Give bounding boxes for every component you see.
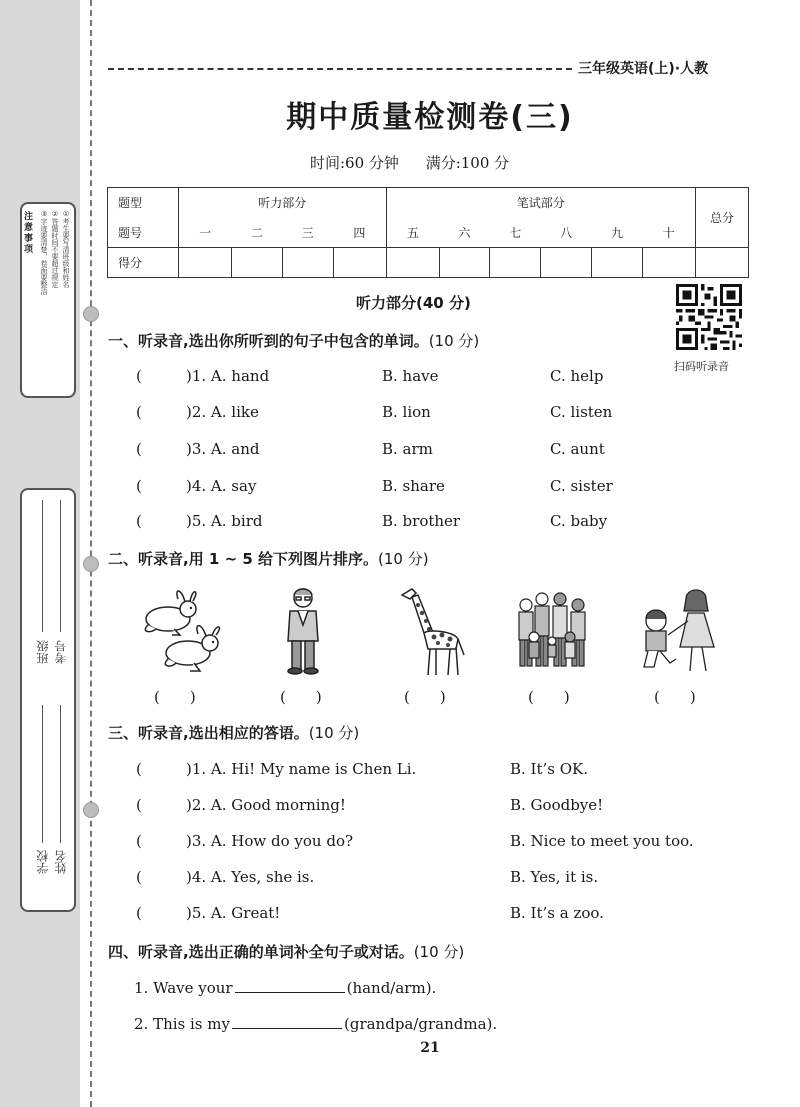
section-title-text: 四、听录音,选出正确的单词补全句子或对话。	[108, 943, 414, 961]
option-c: C. baby	[550, 512, 608, 530]
score-cell[interactable]	[696, 248, 749, 278]
answer-paren[interactable]: (	[136, 904, 142, 922]
question-number: 十	[642, 218, 695, 248]
note-line: ②答题时间不要超过规定	[51, 210, 59, 288]
answer-paren[interactable]: (	[136, 440, 142, 458]
qr-code-icon[interactable]	[676, 284, 742, 350]
section-points: (10 分)	[378, 550, 429, 568]
sentence-start: 1. Wave your	[134, 979, 233, 997]
binding-hole	[83, 556, 99, 572]
score-cell[interactable]	[386, 248, 439, 278]
option-b: B. It’s OK.	[510, 760, 589, 778]
section-title-text: 一、听录音,选出你所听到的句子中包含的单词。	[108, 332, 429, 350]
section-3-title	[108, 722, 359, 743]
score-cell[interactable]	[333, 248, 386, 278]
score-table	[107, 187, 749, 278]
option-a: )5. A. Great!	[186, 904, 281, 922]
full-score: 满分:100 分	[425, 154, 510, 172]
option-a: )3. A. How do you do?	[186, 832, 354, 850]
score-cell[interactable]	[231, 248, 282, 278]
answer-paren[interactable]: (	[136, 796, 142, 814]
class-line	[42, 500, 43, 632]
score-cell[interactable]	[439, 248, 490, 278]
qr-label: 扫码听录音	[674, 360, 729, 373]
notes-title: 注意事项	[24, 212, 34, 255]
option-b: B. share	[382, 477, 445, 495]
option-a: )2. A. Good morning!	[186, 796, 346, 814]
score-cell[interactable]	[541, 248, 592, 278]
section-points: (10 分)	[413, 943, 465, 961]
total-header: 总分	[696, 188, 749, 248]
section-points: (10 分)	[308, 724, 360, 742]
answer-blank[interactable]	[232, 1014, 342, 1029]
exam-number-line	[60, 500, 61, 632]
family-image	[512, 585, 596, 677]
fill-in-row	[134, 1014, 497, 1033]
option-c: C. help	[550, 367, 604, 385]
order-bracket[interactable]: ( )	[654, 688, 696, 706]
question-number: 一	[179, 218, 232, 248]
option-b: B. Yes, it is.	[510, 868, 599, 886]
section-title-text: 二、听录音,用 1 ~ 5 给下列图片排序。	[108, 550, 379, 568]
header-dash-line	[108, 68, 572, 70]
name-line	[60, 705, 61, 843]
score-cell[interactable]	[490, 248, 541, 278]
student-info-box	[20, 488, 76, 912]
note-line: ①考生要写清班级和姓名	[62, 210, 70, 288]
girls-helping-image	[634, 585, 726, 677]
giraffe-image	[398, 585, 466, 677]
school-label: 学校	[36, 850, 50, 874]
time-limit: 时间:60 分钟	[310, 154, 399, 172]
answer-paren[interactable]: (	[136, 832, 142, 850]
option-a: )4. A. Yes, she is.	[186, 868, 315, 886]
cut-line	[90, 0, 92, 1107]
question-number: 九	[611, 225, 624, 240]
course-label: 三年级英语(上)·人教	[578, 61, 709, 77]
option-a: )1. A. hand	[186, 367, 270, 385]
notes-box	[20, 202, 76, 398]
listening-header: 听力部分	[179, 188, 387, 218]
option-c: C. listen	[550, 403, 613, 421]
option-b: B. Nice to meet you too.	[510, 832, 694, 850]
answer-blank[interactable]	[235, 978, 345, 993]
sentence-choices: (hand/arm).	[346, 979, 437, 997]
option-b: B. have	[382, 367, 439, 385]
answer-paren[interactable]: (	[136, 512, 142, 530]
row-label: 得分	[108, 248, 179, 278]
question-number: 七	[509, 225, 522, 240]
option-c: C. sister	[550, 477, 613, 495]
binding-hole	[83, 802, 99, 818]
rabbits-image	[130, 585, 230, 677]
order-bracket[interactable]: ( )	[154, 688, 196, 706]
answer-paren[interactable]: (	[136, 403, 142, 421]
order-bracket[interactable]: ( )	[404, 688, 446, 706]
answer-paren[interactable]: (	[136, 477, 142, 495]
section-title-text: 三、听录音,选出相应的答语。	[108, 724, 309, 742]
listening-section-title: 听力部分(40 分)	[356, 294, 471, 312]
section-1-title	[108, 330, 479, 351]
time-info	[310, 152, 531, 173]
question-number: 三	[301, 225, 314, 240]
row-label: 题型	[108, 188, 179, 218]
name-label: 姓名	[54, 850, 68, 874]
option-c: C. aunt	[550, 440, 605, 458]
writing-header: 笔试部分	[386, 188, 695, 218]
option-a: )1. A. Hi! My name is Chen Li.	[186, 760, 417, 778]
fill-in-row	[134, 978, 436, 997]
question-number: 六	[458, 225, 471, 240]
option-a: )5. A. bird	[186, 512, 263, 530]
exam-number-label: 考号	[54, 640, 68, 664]
section-2-title	[108, 548, 429, 569]
section-points: (10 分)	[428, 332, 480, 350]
grandpa-image	[278, 585, 328, 677]
option-a: )3. A. and	[186, 440, 260, 458]
question-number: 二	[250, 225, 263, 240]
option-b: B. It’s a zoo.	[510, 904, 604, 922]
school-line	[42, 705, 43, 843]
question-number: 四	[333, 218, 386, 248]
class-label: 班级	[36, 640, 50, 664]
option-a: )2. A. like	[186, 403, 259, 421]
option-b: B. brother	[382, 512, 461, 530]
section-4-title	[108, 941, 464, 962]
answer-paren[interactable]: (	[136, 868, 142, 886]
note-line: ③字迹要清楚，卷面要整洁	[40, 210, 48, 295]
score-cell[interactable]	[642, 248, 695, 278]
option-b: B. arm	[382, 440, 433, 458]
binding-hole	[83, 306, 99, 322]
answer-paren[interactable]: (	[136, 367, 142, 385]
page-number: 21	[420, 1040, 440, 1056]
order-bracket[interactable]: ( )	[528, 688, 570, 706]
page-title: 期中质量检测卷(三)	[286, 100, 574, 135]
notes-text	[39, 210, 73, 390]
sentence-start: 2. This is my	[134, 1015, 230, 1033]
score-cell[interactable]	[179, 248, 232, 278]
option-b: B. Goodbye!	[510, 796, 604, 814]
order-bracket[interactable]: ( )	[280, 688, 322, 706]
question-number: 八	[560, 225, 573, 240]
answer-paren[interactable]: (	[136, 760, 142, 778]
score-cell[interactable]	[282, 248, 333, 278]
sentence-choices: (grandpa/grandma).	[343, 1015, 498, 1033]
option-a: )4. A. say	[186, 477, 257, 495]
row-label: 题号	[108, 218, 179, 248]
option-b: B. lion	[382, 403, 431, 421]
score-cell[interactable]	[592, 248, 643, 278]
question-number: 五	[386, 218, 439, 248]
